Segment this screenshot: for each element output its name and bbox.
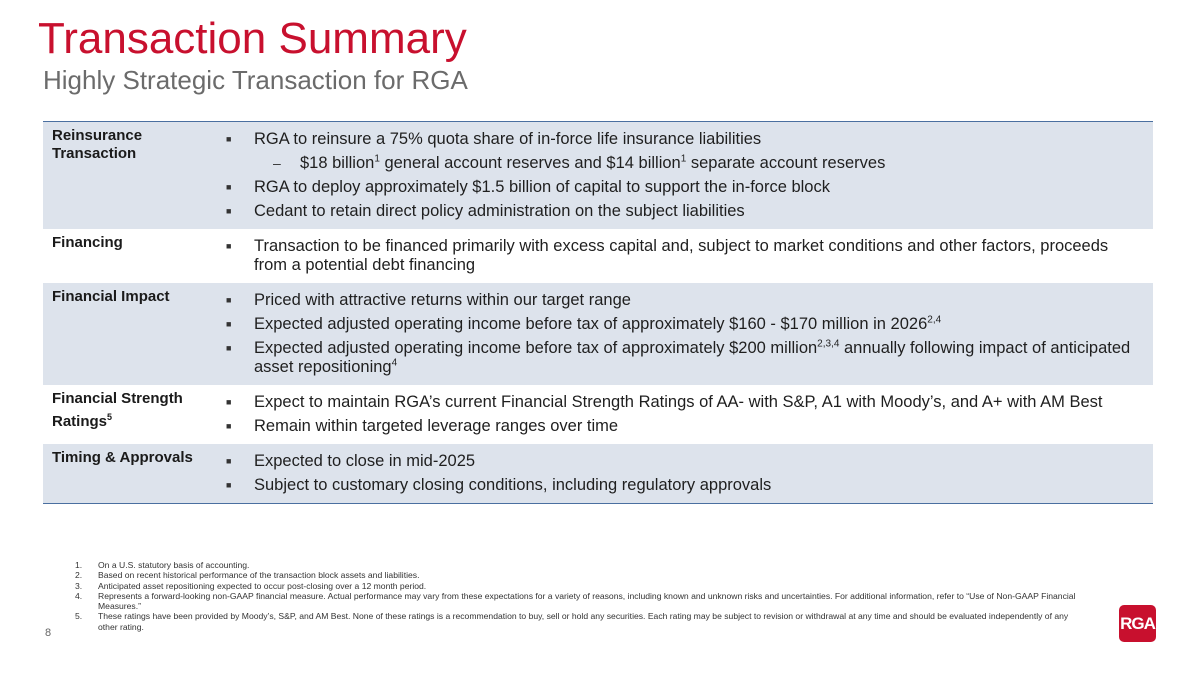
- bullet-item: [212, 452, 1135, 471]
- row-financial-strength-ratings: [43, 385, 1153, 444]
- slide-title: Transaction Summary: [38, 14, 467, 63]
- square-bullet-icon: ■: [226, 456, 232, 466]
- dash-bullet-icon: –: [273, 155, 281, 171]
- slide-subtitle: Highly Strategic Transaction for RGA: [43, 65, 468, 95]
- bullet-text: Expected adjusted operating income before tax of approximately $200 million$^{2,3,4}$ annually following impact of anticipated asset repositioning$^4$: [254, 338, 1131, 376]
- bullet-item: [212, 315, 1135, 334]
- row-financial-impact: [43, 283, 1153, 385]
- square-bullet-icon: ■: [226, 206, 232, 216]
- bullet-item: [212, 291, 1135, 310]
- bullet-item: [212, 178, 1135, 197]
- bullet-text: Subject to customary closing conditions, including regulatory approvals: [254, 476, 772, 494]
- square-bullet-icon: ■: [226, 319, 232, 329]
- row-timing-approvals: [43, 444, 1153, 503]
- square-bullet-icon: ■: [226, 397, 232, 407]
- bullet-item: [212, 393, 1135, 412]
- bullet-item: [212, 130, 1135, 149]
- bullet-text: Expect to maintain RGA’s current Financial Strength Ratings of AA- with S&P, A1 with Moody’s, and A+ with AM Best: [254, 393, 1103, 411]
- row-label: Reinsurance Transaction: [52, 127, 143, 162]
- bullet-item: [212, 476, 1135, 495]
- row-content: [212, 447, 1153, 495]
- row-label: Financing: [52, 234, 123, 251]
- rga-logo: RGA: [1119, 605, 1156, 642]
- square-bullet-icon: ■: [226, 343, 232, 353]
- square-bullet-icon: ■: [226, 421, 232, 431]
- summary-table: [43, 121, 1153, 504]
- bullet-item: [212, 339, 1135, 377]
- row-content: [212, 232, 1153, 275]
- bullet-text: RGA to deploy approximately $1.5 billion of capital to support the in-force block: [254, 178, 830, 196]
- row-reinsurance-transaction: [43, 122, 1153, 229]
- footnotes: [75, 560, 1085, 632]
- sub-bullet-item: [212, 154, 1135, 173]
- square-bullet-icon: ■: [226, 295, 232, 305]
- square-bullet-icon: ■: [226, 480, 232, 490]
- bullet-text: Expected to close in mid-2025: [254, 452, 476, 470]
- row-content: [212, 286, 1153, 377]
- bullet-item: [212, 237, 1135, 275]
- square-bullet-icon: ■: [226, 241, 232, 251]
- bullet-text: Transaction to be financed primarily with excess capital and, subject to market conditions and other factors, proceeds from a potential debt financing: [254, 237, 1109, 274]
- bullet-text: Priced with attractive returns within our target range: [254, 291, 631, 309]
- page-number: 8: [45, 627, 52, 639]
- row-content: [212, 125, 1153, 221]
- row-label: Financial Strength Ratings$^5$: [52, 390, 183, 430]
- bullet-item: [212, 202, 1135, 221]
- bullet-item: [212, 417, 1135, 436]
- square-bullet-icon: ■: [226, 182, 232, 192]
- square-bullet-icon: ■: [226, 134, 232, 144]
- bullet-text: Cedant to retain direct policy administration on the subject liabilities: [254, 202, 745, 220]
- bullet-text: Expected adjusted operating income before tax of approximately $160 - $170 million in 2026$^{2,4}$: [254, 314, 942, 333]
- bullet-text: RGA to reinsure a 75% quota share of in-force life insurance liabilities: [254, 130, 762, 148]
- bullet-text: $18 billion$^1$ general account reserves and $14 billion$^1$ separate account reserves: [300, 153, 886, 172]
- footnote-item: 2. Based on recent historical performance of the transaction block assets and liabilities.: [75, 570, 420, 581]
- footnote-item: 3. Anticipated asset repositioning expected to occur post-closing over a 12 month period.: [75, 580, 427, 591]
- footnote-item: 1. On a U.S. statutory basis of accounting.: [75, 560, 250, 570]
- row-label: Timing & Approvals: [52, 449, 193, 466]
- footnote-item: 4. Represents a forward-looking non-GAAP financial measure. Actual performance may vary from these expectations for a variety of reasons, including known and unknown risks and uncertainties. For additional information, refer to “Use of Non-GAAP Financial Measures.”: [75, 590, 1076, 612]
- footnote-item: 5. These ratings have been provided by Moody’s, S&P, and AM Best. None of these ratings is a recommendation to buy, sell or hold any securities. Each rating may be subject to revision or withdrawal at any time and should be evaluated independently of any other rating.: [75, 611, 1069, 632]
- row-label: Financial Impact: [52, 288, 170, 305]
- row-content: [212, 388, 1153, 436]
- bullet-text: Remain within targeted leverage ranges over time: [254, 417, 619, 435]
- row-financing: [43, 229, 1153, 283]
